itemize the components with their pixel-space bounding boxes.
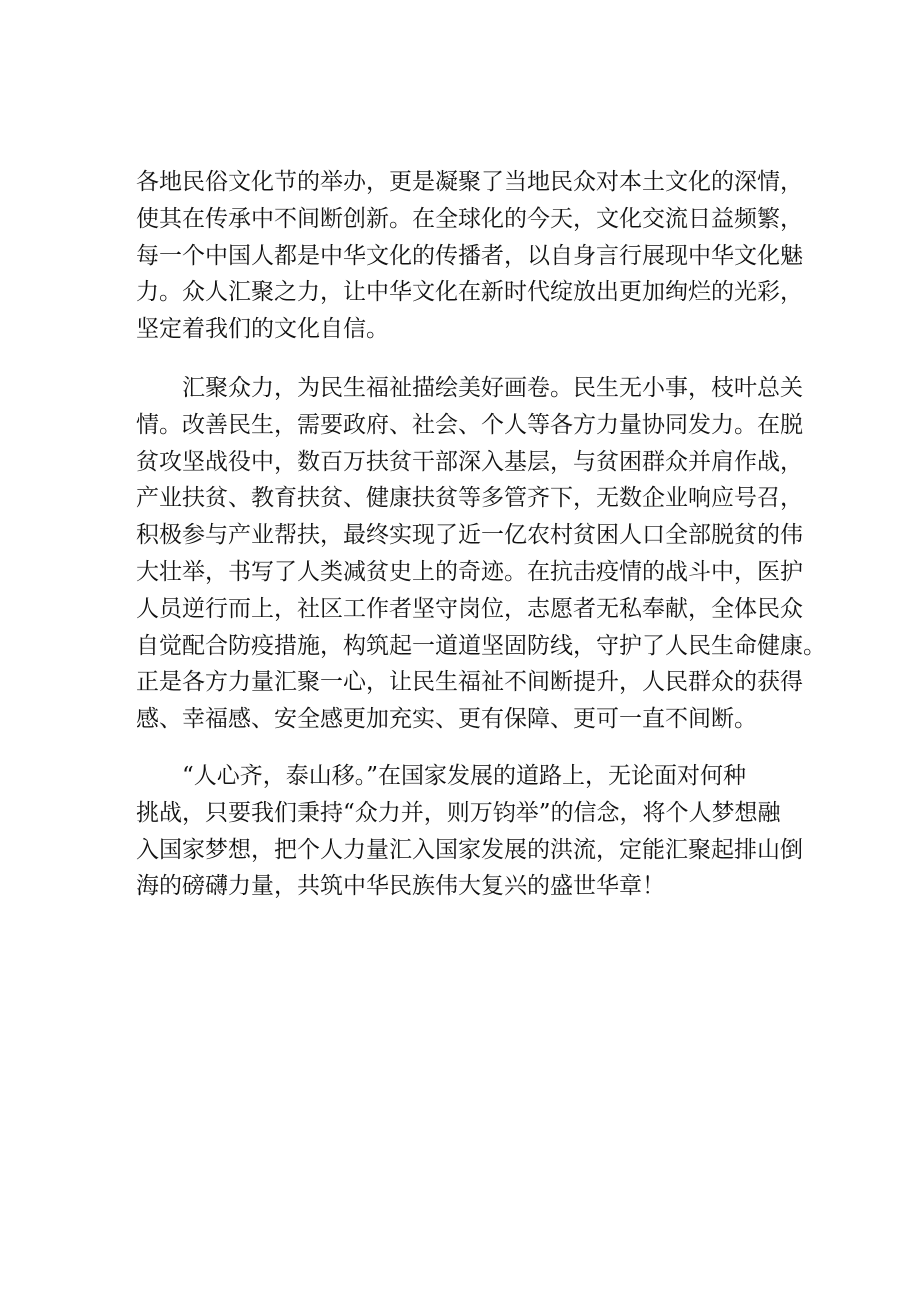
text-line: 使其在传承中不间断创新。在全球化的今天，文化交流日益频繁， — [136, 205, 803, 232]
text-line: 海的磅礴力量，共筑中华民族伟大复兴的盛世华章！ — [136, 873, 665, 900]
text-line: 正是各方力量汇聚一心，让民生福祉不间断提升，人民群众的获得 — [136, 669, 803, 696]
text-line: 每一个中国人都是中华文化的传播者，以自身言行展现中华文化魅 — [136, 242, 803, 269]
text-line: 情。改善民生，需要政府、社会、个人等各方力量协同发力。在脱 — [136, 411, 803, 438]
text-line: 感、幸福感、安全感更加充实、更有保障、更可一直不间断。 — [136, 706, 757, 733]
paragraph-1 — [136, 164, 801, 348]
text-line: 挑战，只要我们秉持“众力并，则万钧举”的信念，将个人梦想融 — [136, 799, 781, 826]
paragraph-2 — [136, 370, 826, 738]
body-text — [136, 164, 826, 905]
text-line: 坚定着我们的文化自信。 — [136, 316, 389, 343]
text-line: 人员逆行而上，社区工作者坚守岗位，志愿者无私奉献，全体民众 — [136, 595, 803, 622]
text-line: 贫攻坚战役中，数百万扶贫干部深入基层，与贫困群众并肩作战， — [136, 448, 803, 475]
text-line: 产业扶贫、教育扶贫、健康扶贫等多管齐下，无数企业响应号召， — [136, 485, 803, 512]
text-line: 汇聚众力，为民生福祉描绘美好画卷。民生无小事，枝叶总关 — [182, 374, 803, 401]
text-line: 自觉配合防疫措施，构筑起一道道坚固防线，守护了人民生命健康。 — [136, 632, 826, 659]
text-line: 入国家梦想，把个人力量汇入国家发展的洪流，定能汇聚起排山倒 — [136, 836, 803, 863]
paragraph-3 — [136, 758, 801, 905]
text-line: 各地民俗文化节的举办，更是凝聚了当地民众对本土文化的深情， — [136, 169, 803, 195]
text-line: 积极参与产业帮扶，最终实现了近一亿农村贫困人口全部脱贫的伟 — [136, 522, 803, 549]
text-line: “人心齐，泰山移。”在国家发展的道路上，无论面对何种 — [182, 762, 747, 789]
text-line: 大壮举，书写了人类减贫史上的奇迹。在抗击疫情的战斗中，医护 — [136, 558, 803, 585]
text-line: 力。众人汇聚之力，让中华文化在新时代绽放出更加绚烂的光彩， — [136, 279, 803, 306]
